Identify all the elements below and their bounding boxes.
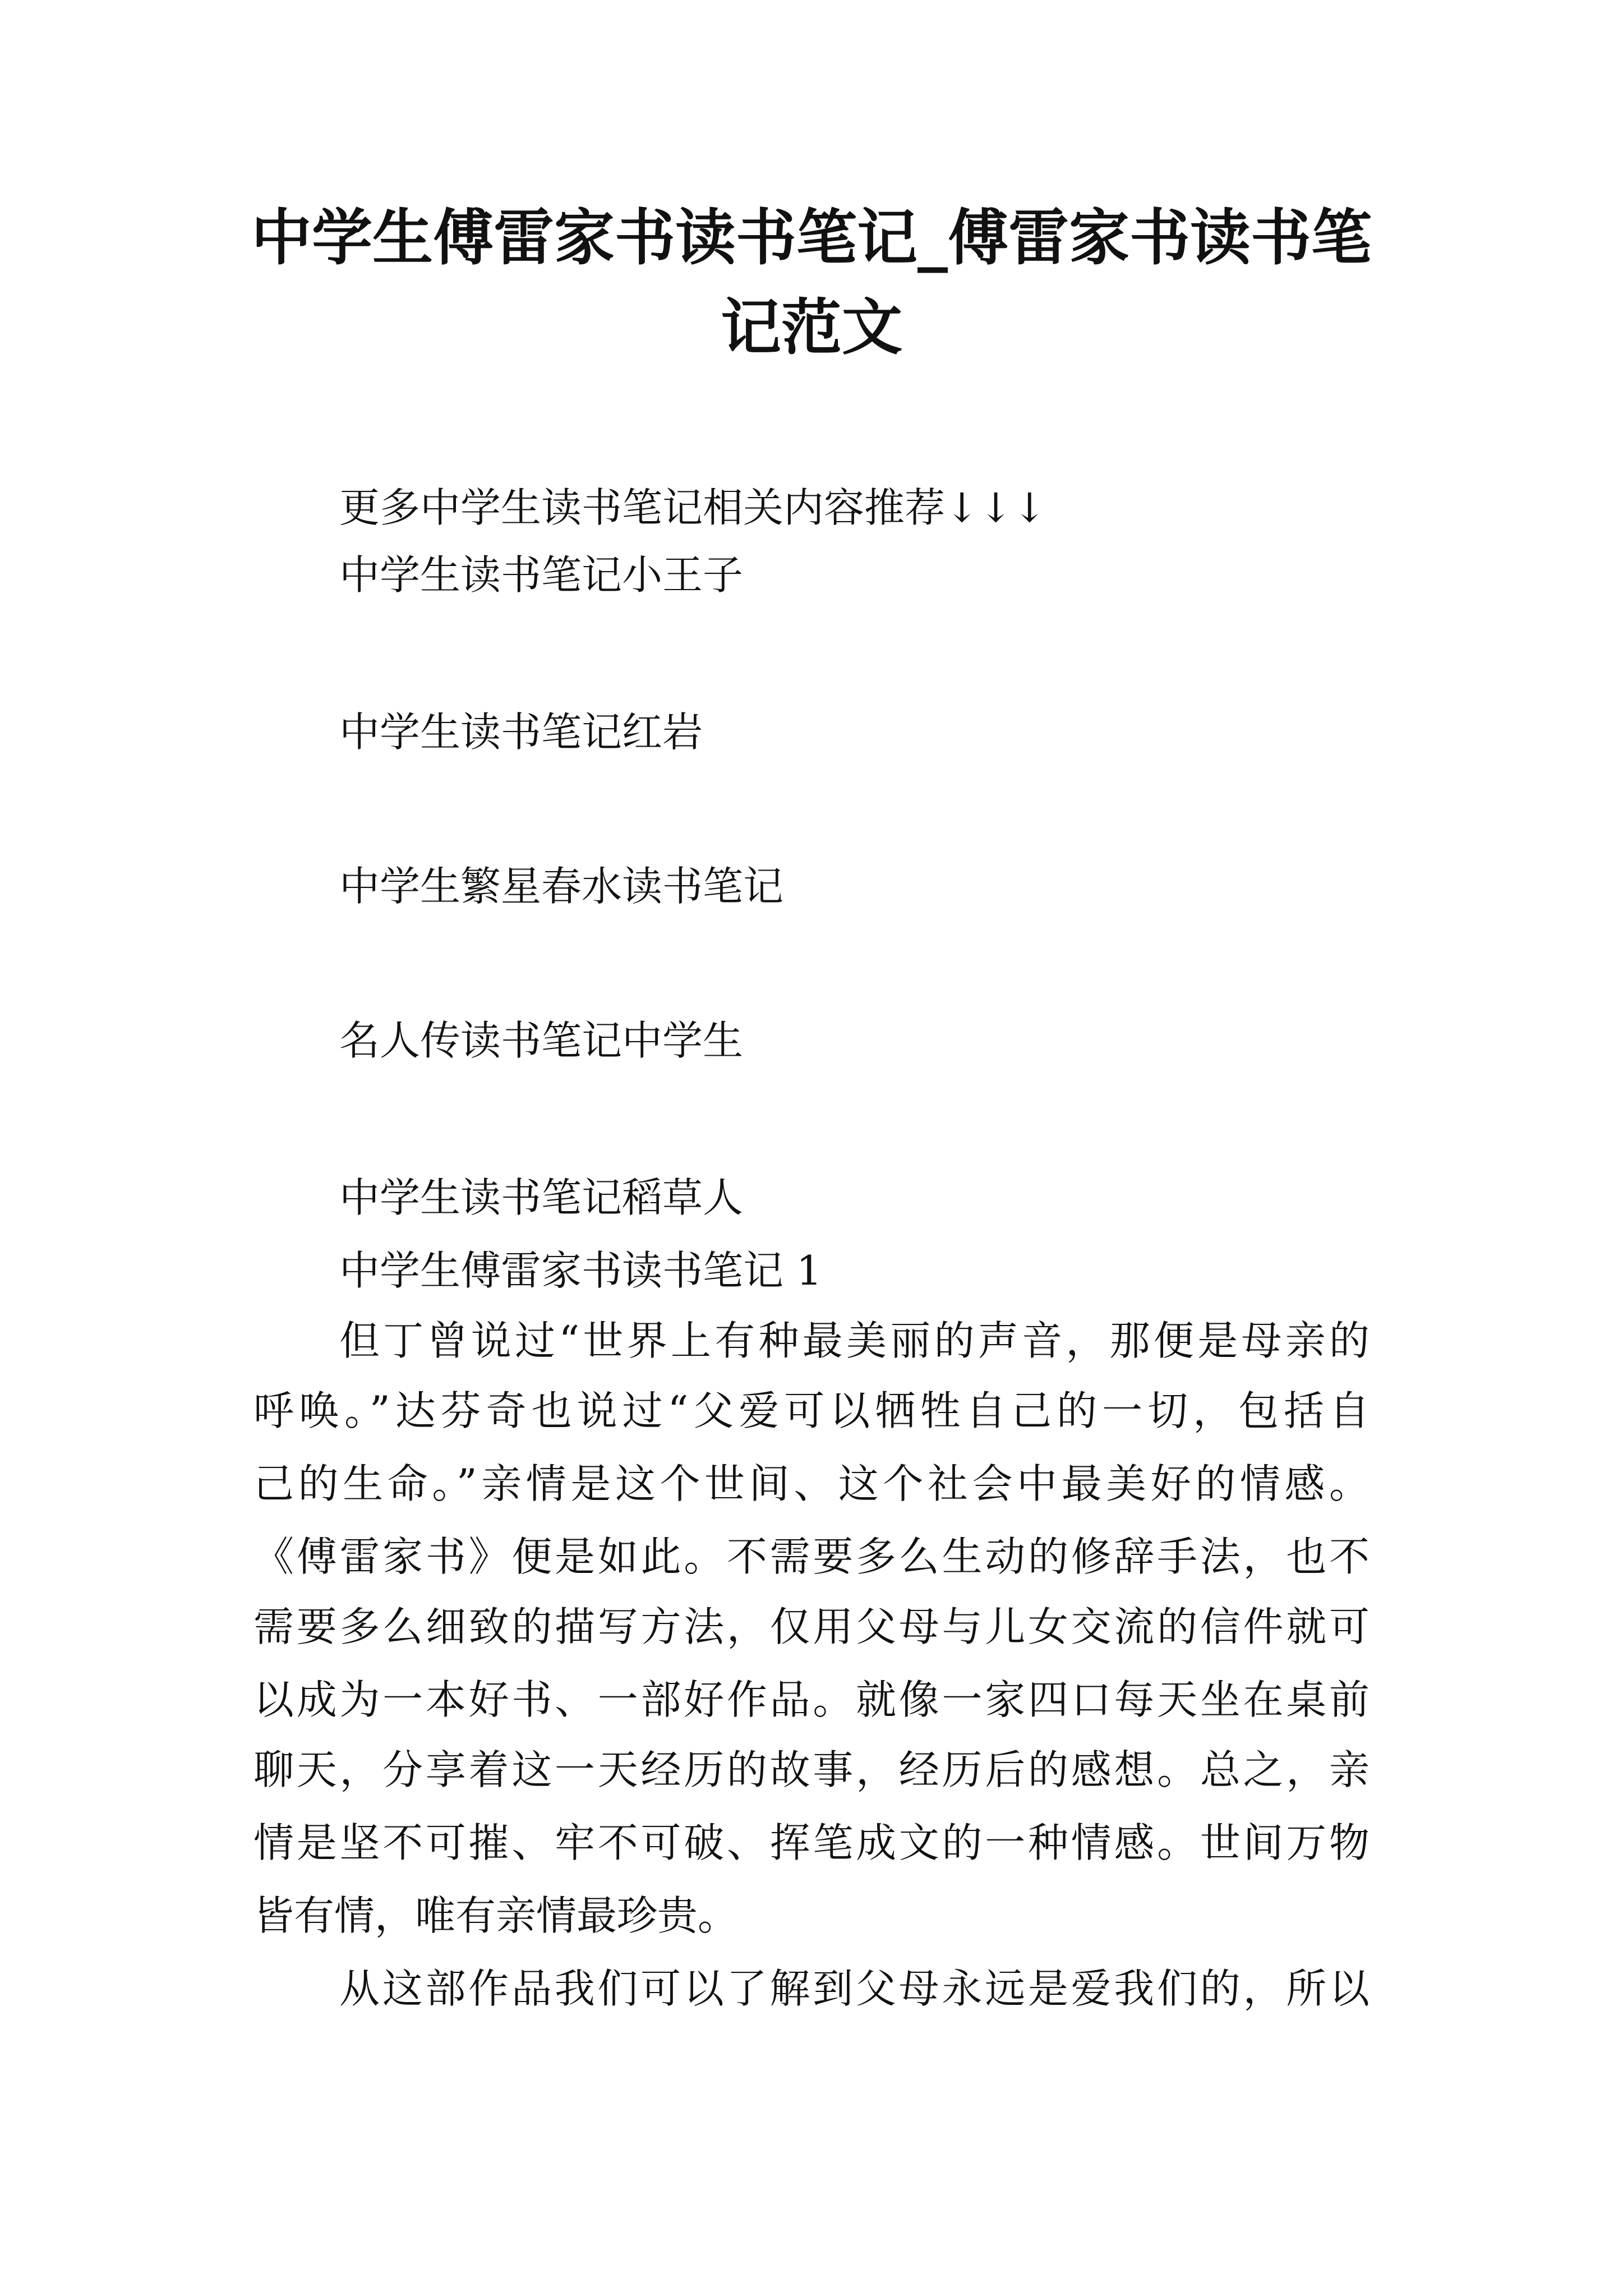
recommend-header: 更多中学生读书笔记相关内容推荐↓↓↓ — [339, 484, 1046, 531]
paragraph-1-line: 皆有情，唯有亲情最珍贵。 — [253, 1892, 739, 1939]
recommend-link-red-crag[interactable]: 中学生读书笔记红岩 — [339, 708, 703, 756]
recommend-link-scarecrow[interactable]: 中学生读书笔记稻草人 — [339, 1174, 744, 1221]
paragraph-1-line: 以成为一本好书、一部好作品。就像一家四口每天坐在桌前 — [253, 1676, 1370, 1723]
section-heading: 中学生傅雷家书读书笔记 1 — [339, 1247, 822, 1294]
paragraph-1-line: 聊天，分享着这一天经历的故事，经历后的感想。总之，亲 — [253, 1746, 1370, 1793]
paragraph-1-line: 《傅雷家书》便是如此。不需要多么生动的修辞手法，也不 — [253, 1533, 1370, 1580]
paragraph-1-line: 己的生命。”亲情是这个世间、这个社会中最美好的情感。 — [253, 1460, 1370, 1507]
recommend-link-stars-spring-water[interactable]: 中学生繁星春水读书笔记 — [339, 863, 784, 910]
paragraph-1-line: 情是坚不可摧、牢不可破、挥笔成文的一种情感。世间万物 — [253, 1819, 1370, 1866]
paragraph-1-line: 需要多么细致的描写方法，仅用父母与儿女交流的信件就可 — [253, 1603, 1370, 1650]
document-title-line-1: 中学生傅雷家书读书笔记_傅雷家书读书笔 — [251, 203, 1372, 273]
recommend-link-little-prince[interactable]: 中学生读书笔记小王子 — [339, 551, 744, 599]
paragraph-1-line: 呼唤。”达芬奇也说过“父爱可以牺牲自己的一切，包括自 — [253, 1387, 1370, 1434]
recommend-link-biographies[interactable]: 名人传读书笔记中学生 — [339, 1017, 744, 1064]
paragraph-1-line: 但丁曾说过“世界上有种最美丽的声音，那便是母亲的 — [339, 1317, 1370, 1364]
paragraph-2-line: 从这部作品我们可以了解到父母永远是爱我们的，所以 — [339, 1965, 1370, 2012]
document-title-line-2: 记范文 — [720, 293, 902, 363]
